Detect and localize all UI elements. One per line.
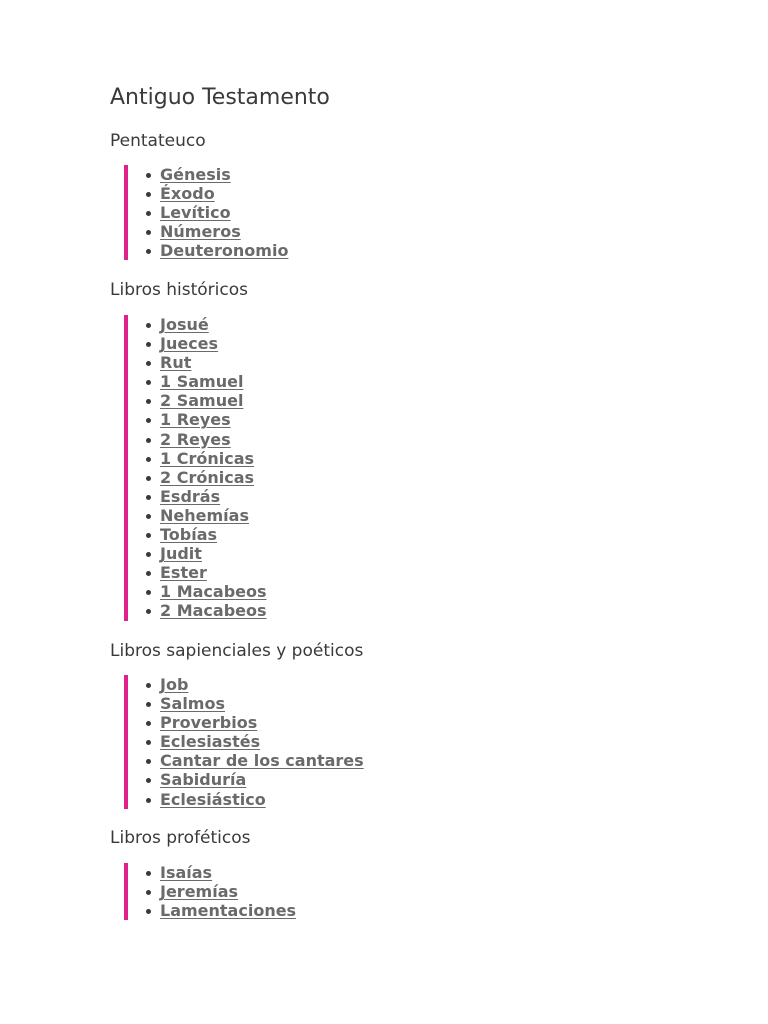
book-link[interactable]: Eclesiastés [160,732,261,752]
book-link[interactable]: Números [160,222,241,242]
book-link[interactable]: Sabiduría [160,770,247,790]
book-list [124,315,267,621]
section-title: Libros históricos [110,280,249,300]
book-link[interactable]: 1 Reyes [160,410,231,430]
book-link[interactable]: Deuteronomio [160,241,289,261]
list-item [144,563,267,582]
list-item [144,203,288,222]
list-item [144,410,267,429]
book-link[interactable]: 1 Crónicas [160,448,255,468]
book-link[interactable]: 1 Samuel [160,372,244,392]
list-item [144,468,267,487]
list-item [144,675,364,694]
list-item [144,525,267,544]
book-link[interactable]: Isaías [160,863,213,882]
list-item [144,544,267,563]
book-link[interactable]: Proverbios [160,713,258,733]
book-link[interactable]: 2 Reyes [160,429,231,449]
book-link[interactable]: Rut [160,353,192,373]
section-title: Pentateuco [110,131,206,151]
book-link[interactable]: Judit [160,544,202,564]
list-item [144,353,267,372]
book-link[interactable]: Lamentaciones [160,901,297,921]
list-item [144,882,296,901]
list-item [144,601,267,620]
book-link[interactable]: Josué [160,315,209,334]
list-item [144,751,364,770]
book-link[interactable]: Jueces [160,334,219,354]
list-item [144,506,267,525]
book-link[interactable]: Jeremías [160,882,239,902]
list-item [144,184,288,203]
book-list [124,675,364,809]
book-list [124,863,296,920]
list-item [144,732,364,751]
list-item [144,165,288,184]
book-link[interactable]: 1 Macabeos [160,582,267,602]
list-item [144,582,267,601]
list-item [144,334,267,353]
book-link[interactable]: Nehemías [160,505,249,525]
list-item [144,901,296,920]
list-item [144,241,288,260]
page-title: Antiguo Testamento [110,85,330,110]
list-item [144,694,364,713]
book-link[interactable]: Levítico [160,203,231,223]
book-link[interactable]: Éxodo [160,184,215,204]
list-item [144,863,296,882]
book-link[interactable]: Salmos [160,694,225,714]
book-link[interactable]: Job [160,675,189,694]
section-title: Libros proféticos [110,828,251,848]
book-link[interactable]: Cantar de los cantares [160,751,364,771]
content [110,84,730,921]
list-item [144,430,267,449]
list-item [144,790,364,809]
book-link[interactable]: Esdrás [160,486,221,506]
book-link[interactable]: 2 Macabeos [160,601,267,621]
book-link[interactable]: Ester [160,563,207,583]
book-list [124,165,288,260]
book-link[interactable]: Eclesiástico [160,789,266,809]
list-item [144,770,364,789]
list-item [144,487,267,506]
list-item [144,372,267,391]
list-item [144,713,364,732]
book-link[interactable]: 2 Crónicas [160,467,255,487]
list-item [144,391,267,410]
list-item [144,222,288,241]
section-title: Libros sapienciales y poéticos [110,641,364,661]
book-link[interactable]: Génesis [160,165,231,184]
book-link[interactable]: Tobías [160,525,218,545]
book-link[interactable]: 2 Samuel [160,391,244,411]
list-item [144,315,267,334]
list-item [144,449,267,468]
